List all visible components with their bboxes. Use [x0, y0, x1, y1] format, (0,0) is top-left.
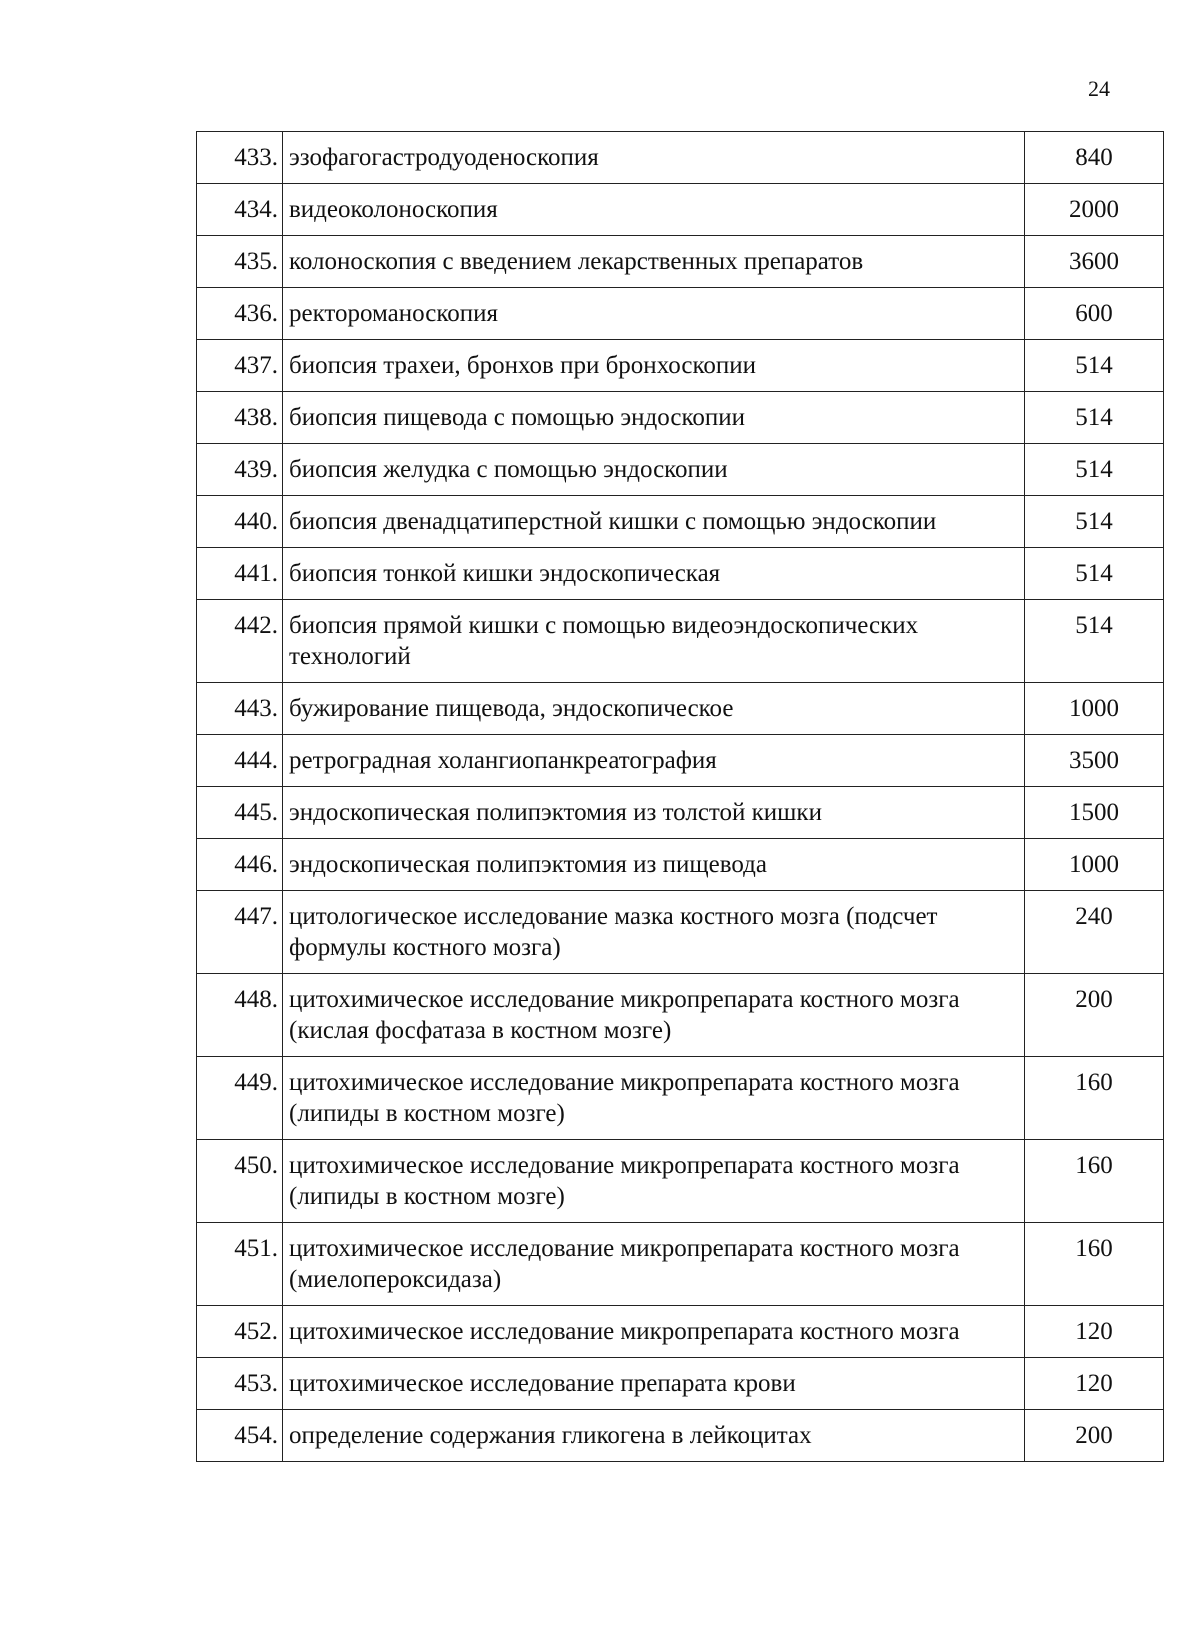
row-number: 444.: [197, 735, 283, 787]
service-price: 514: [1025, 444, 1164, 496]
service-name: эзофагогастродуоденоскопия: [283, 132, 1025, 184]
service-price: 514: [1025, 548, 1164, 600]
row-number: 436.: [197, 288, 283, 340]
table-body: [197, 132, 1164, 1462]
table-row: [197, 1223, 1164, 1306]
service-price: 514: [1025, 392, 1164, 444]
table-row: [197, 735, 1164, 787]
service-name: биопсия трахеи, бронхов при бронхоскопии: [283, 340, 1025, 392]
table-row: [197, 340, 1164, 392]
table-row: [197, 600, 1164, 683]
table-row: [197, 839, 1164, 891]
row-number: 433.: [197, 132, 283, 184]
row-number: 445.: [197, 787, 283, 839]
service-name: цитохимическое исследование микропрепарата костного мозга (миелопероксидаза): [283, 1223, 1025, 1306]
row-number: 441.: [197, 548, 283, 600]
page-number: 24: [1088, 76, 1110, 101]
row-number: 440.: [197, 496, 283, 548]
service-name: цитохимическое исследование микропрепарата костного мозга: [283, 1306, 1025, 1358]
row-number: 434.: [197, 184, 283, 236]
table-row: [197, 184, 1164, 236]
row-number: 446.: [197, 839, 283, 891]
service-price: 3500: [1025, 735, 1164, 787]
service-price: 160: [1025, 1223, 1164, 1306]
service-name: цитохимическое исследование препарата крови: [283, 1358, 1025, 1410]
table-row: [197, 548, 1164, 600]
service-price: 200: [1025, 1410, 1164, 1462]
row-number: 439.: [197, 444, 283, 496]
service-name: определение содержания гликогена в лейкоцитах: [283, 1410, 1025, 1462]
service-name: эндоскопическая полипэктомия из пищевода: [283, 839, 1025, 891]
service-price: 160: [1025, 1057, 1164, 1140]
service-price: 160: [1025, 1140, 1164, 1223]
row-number: 435.: [197, 236, 283, 288]
row-number: 438.: [197, 392, 283, 444]
table-row: [197, 683, 1164, 735]
row-number: 448.: [197, 974, 283, 1057]
service-name: биопсия желудка с помощью эндоскопии: [283, 444, 1025, 496]
service-price: 240: [1025, 891, 1164, 974]
service-name: цитохимическое исследование микропрепарата костного мозга (кислая фосфатаза в костном мозге): [283, 974, 1025, 1057]
service-name: биопсия двенадцатиперстной кишки с помощью эндоскопии: [283, 496, 1025, 548]
table-row: [197, 1140, 1164, 1223]
price-table: [196, 131, 1164, 1462]
service-name: бужирование пищевода, эндоскопическое: [283, 683, 1025, 735]
table-row: [197, 1306, 1164, 1358]
row-number: 449.: [197, 1057, 283, 1140]
table-row: [197, 496, 1164, 548]
service-name: биопсия тонкой кишки эндоскопическая: [283, 548, 1025, 600]
service-price: 1000: [1025, 683, 1164, 735]
row-number: 442.: [197, 600, 283, 683]
row-number: 447.: [197, 891, 283, 974]
row-number: 453.: [197, 1358, 283, 1410]
table-row: [197, 392, 1164, 444]
table-row: [197, 1358, 1164, 1410]
table-row: [197, 891, 1164, 974]
row-number: 451.: [197, 1223, 283, 1306]
row-number: 443.: [197, 683, 283, 735]
table-row: [197, 132, 1164, 184]
table-row: [197, 288, 1164, 340]
service-name: цитохимическое исследование микропрепарата костного мозга (липиды в костном мозге): [283, 1057, 1025, 1140]
row-number: 454.: [197, 1410, 283, 1462]
service-name: цитохимическое исследование микропрепарата костного мозга (липиды в костном мозге): [283, 1140, 1025, 1223]
service-name: биопсия прямой кишки с помощью видеоэндоскопических технологий: [283, 600, 1025, 683]
table-row: [197, 974, 1164, 1057]
service-price: 1500: [1025, 787, 1164, 839]
service-price: 1000: [1025, 839, 1164, 891]
service-price: 120: [1025, 1306, 1164, 1358]
table-row: [197, 444, 1164, 496]
row-number: 450.: [197, 1140, 283, 1223]
service-name: биопсия пищевода с помощью эндоскопии: [283, 392, 1025, 444]
table-row: [197, 787, 1164, 839]
service-price: 120: [1025, 1358, 1164, 1410]
service-price: 3600: [1025, 236, 1164, 288]
service-price: 514: [1025, 600, 1164, 683]
service-price: 200: [1025, 974, 1164, 1057]
service-name: ретроградная холангиопанкреатография: [283, 735, 1025, 787]
table-row: [197, 1410, 1164, 1462]
table-row: [197, 236, 1164, 288]
service-price: 600: [1025, 288, 1164, 340]
service-name: эндоскопическая полипэктомия из толстой кишки: [283, 787, 1025, 839]
service-name: цитологическое исследование мазка костного мозга (подсчет формулы костного мозга): [283, 891, 1025, 974]
row-number: 437.: [197, 340, 283, 392]
service-price: 840: [1025, 132, 1164, 184]
service-price: 514: [1025, 496, 1164, 548]
service-name: колоноскопия с введением лекарственных препаратов: [283, 236, 1025, 288]
table-row: [197, 1057, 1164, 1140]
service-name: видеоколоноскопия: [283, 184, 1025, 236]
service-price: 514: [1025, 340, 1164, 392]
service-name: ректороманоскопия: [283, 288, 1025, 340]
row-number: 452.: [197, 1306, 283, 1358]
service-price: 2000: [1025, 184, 1164, 236]
